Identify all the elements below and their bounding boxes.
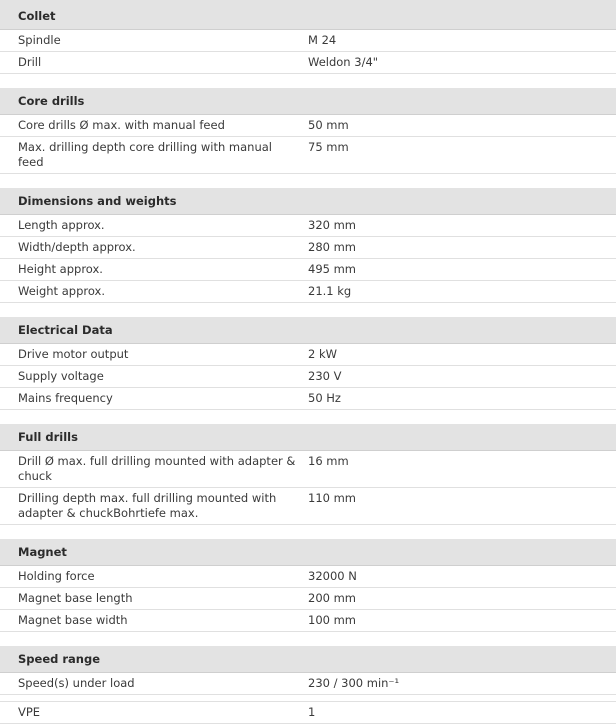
table-row xyxy=(0,344,616,366)
section-header-row xyxy=(0,317,616,344)
spec-value: 230 / 300 min⁻¹ xyxy=(308,673,616,695)
spec-label: Magnet base length xyxy=(0,588,308,610)
spec-value: M 24 xyxy=(308,30,616,52)
spec-label xyxy=(0,695,308,702)
spec-label: Mains frequency xyxy=(0,388,308,410)
spec-value: 2 kW xyxy=(308,344,616,366)
spec-label: Holding force xyxy=(0,566,308,588)
spec-label: Width/depth approx. xyxy=(0,237,308,259)
section-heading: Dimensions and weights xyxy=(0,188,616,215)
section-spacer xyxy=(0,632,616,647)
table-row xyxy=(0,215,616,237)
table-row xyxy=(0,366,616,388)
section-header-row xyxy=(0,0,616,30)
table-row xyxy=(0,115,616,137)
section-header-row xyxy=(0,646,616,673)
table-row xyxy=(0,259,616,281)
section-heading: Full drills xyxy=(0,424,616,451)
table-row xyxy=(0,488,616,525)
spec-label: Length approx. xyxy=(0,215,308,237)
section-heading: Electrical Data xyxy=(0,317,616,344)
spec-label: Speed(s) under load xyxy=(0,673,308,695)
section-spacer xyxy=(0,525,616,540)
spec-value: Weldon 3/4" xyxy=(308,52,616,74)
table-row xyxy=(0,610,616,632)
table-row xyxy=(0,588,616,610)
section-header-row xyxy=(0,539,616,566)
spec-value: 1 xyxy=(308,702,616,724)
section-header-row xyxy=(0,424,616,451)
spec-value xyxy=(308,695,616,702)
spec-label: Spindle xyxy=(0,30,308,52)
spec-label: Supply voltage xyxy=(0,366,308,388)
spec-label: Magnet base width xyxy=(0,610,308,632)
table-row xyxy=(0,566,616,588)
section-spacer-cell xyxy=(0,74,616,89)
spec-value: 280 mm xyxy=(308,237,616,259)
spec-label: Weight approx. xyxy=(0,281,308,303)
spec-value: 495 mm xyxy=(308,259,616,281)
spec-value: 230 V xyxy=(308,366,616,388)
section-spacer xyxy=(0,410,616,425)
section-header-row xyxy=(0,188,616,215)
section-heading: Collet xyxy=(0,0,616,30)
spec-value: 110 mm xyxy=(308,488,616,525)
section-spacer-cell xyxy=(0,632,616,647)
spec-label: Height approx. xyxy=(0,259,308,281)
spec-value: 16 mm xyxy=(308,451,616,488)
table-row xyxy=(0,695,616,702)
section-spacer xyxy=(0,174,616,189)
section-spacer-cell xyxy=(0,525,616,540)
section-spacer-cell xyxy=(0,174,616,189)
table-row xyxy=(0,702,616,724)
spec-value: 21.1 kg xyxy=(308,281,616,303)
section-header-row xyxy=(0,88,616,115)
table-row xyxy=(0,237,616,259)
table-row xyxy=(0,673,616,695)
section-spacer-cell xyxy=(0,410,616,425)
table-row xyxy=(0,52,616,74)
section-spacer xyxy=(0,303,616,318)
table-row xyxy=(0,281,616,303)
table-row xyxy=(0,388,616,410)
spec-label: Max. drilling depth core drilling with manual feed xyxy=(0,137,308,174)
section-spacer-cell xyxy=(0,303,616,318)
table-row xyxy=(0,451,616,488)
spec-label: Drill Ø max. full drilling mounted with adapter & chuck xyxy=(0,451,308,488)
spec-label: VPE xyxy=(0,702,308,724)
spec-label: Drive motor output xyxy=(0,344,308,366)
spec-value: 75 mm xyxy=(308,137,616,174)
table-row xyxy=(0,30,616,52)
section-spacer xyxy=(0,74,616,89)
spec-value: 50 mm xyxy=(308,115,616,137)
section-heading: Core drills xyxy=(0,88,616,115)
spec-value: 200 mm xyxy=(308,588,616,610)
spec-label: Core drills Ø max. with manual feed xyxy=(0,115,308,137)
section-heading: Speed range xyxy=(0,646,616,673)
spec-value: 32000 N xyxy=(308,566,616,588)
table-row xyxy=(0,137,616,174)
spec-label: Drilling depth max. full drilling mounted with adapter & chuckBohrtiefe max. xyxy=(0,488,308,525)
section-heading: Magnet xyxy=(0,539,616,566)
spec-value: 320 mm xyxy=(308,215,616,237)
spec-value: 100 mm xyxy=(308,610,616,632)
spec-value: 50 Hz xyxy=(308,388,616,410)
spec-label: Drill xyxy=(0,52,308,74)
